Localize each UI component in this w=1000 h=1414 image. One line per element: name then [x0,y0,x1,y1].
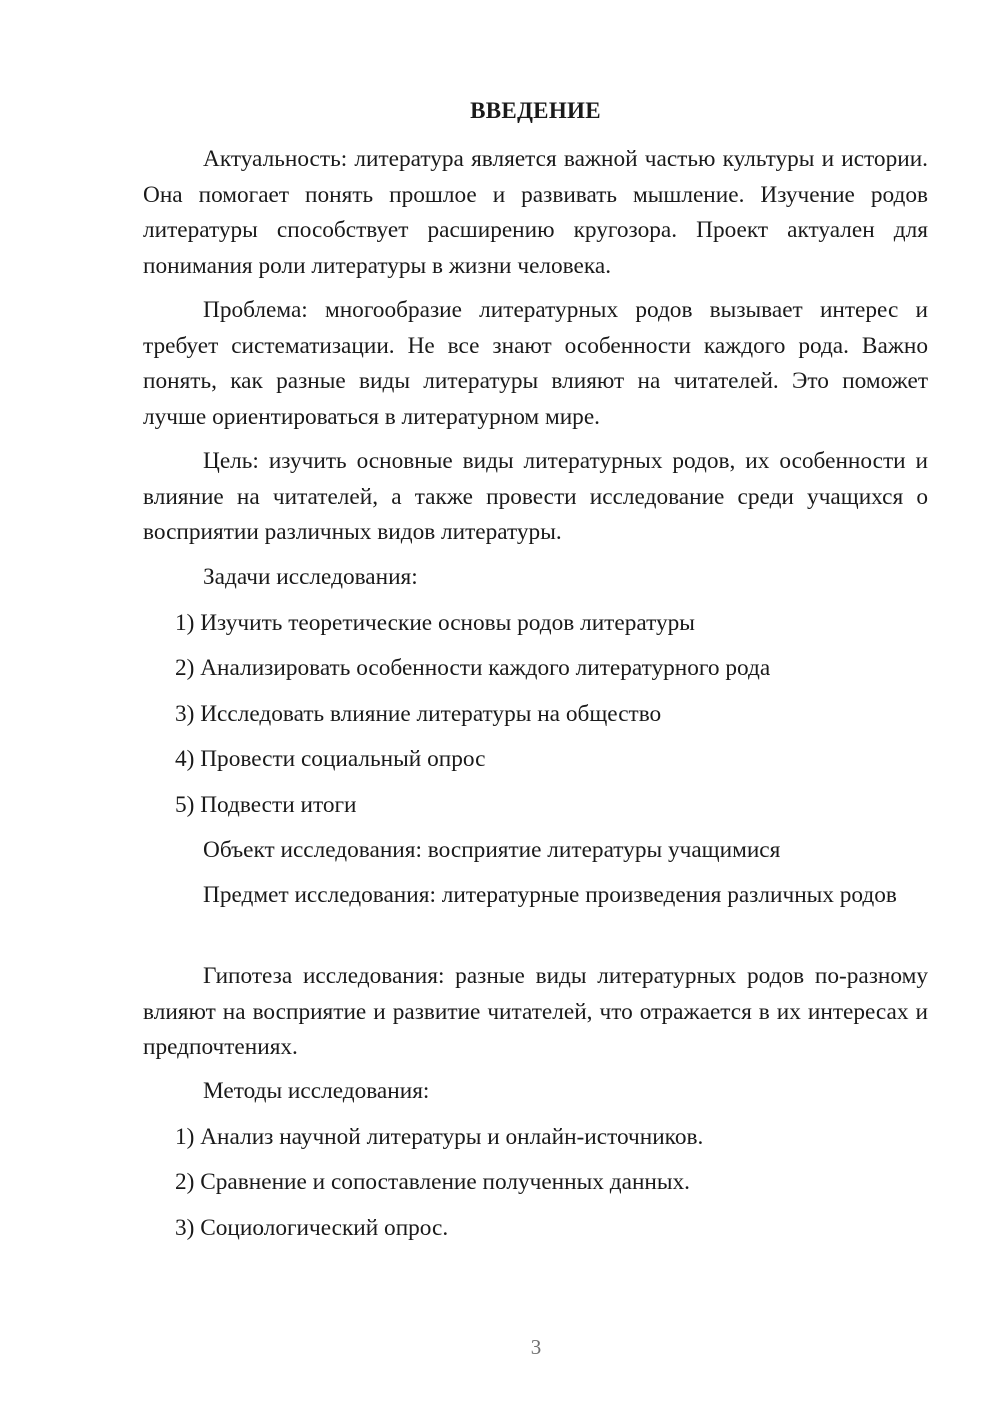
relevance-paragraph: Актуальность: литература является важной частью культуры и истории. Она помогает понять прошлое и развивать мышление. Изучение родов литературы способствует расширению кругозора. Проект актуален для понимания роли литературы в жизни человека. [143,146,928,279]
page-title: ВВЕДЕНИЕ [470,98,601,123]
goal-paragraph: Цель: изучить основные виды литературных родов, их особенности и влияние на читателей, а также провести исследование среди учащихся о восприятии различных видов литературы. [143,448,928,545]
methods-heading: Методы исследования: [203,1078,430,1104]
task-item: 5) Подвести итоги [175,792,357,818]
problem-paragraph: Проблема: многообразие литературных родов вызывает интерес и требует систематизации. Не все знают особенности каждого рода. Важно понять, как разные виды литературы влияют на читателей. Это поможет лучше ориентироваться в литературном мире. [143,297,928,430]
object-line: Объект исследования: восприятие литературы учащимися [203,837,781,863]
page-number: 3 [530,1335,542,1359]
task-item: 1) Изучить теоретические основы родов литературы [175,610,695,636]
task-item: 3) Исследовать влияние литературы на общество [175,701,662,727]
hypothesis-paragraph: Гипотеза исследования: разные виды литературных родов по-разному влияют на восприятие и развитие читателей, что отражается в их интересах и предпочтениях. [143,963,928,1060]
method-item: 1) Анализ научной литературы и онлайн-источников. [175,1124,704,1150]
tasks-heading: Задачи исследования: [203,564,418,590]
subject-paragraph: Предмет исследования: литературные произведения различных родов [203,882,897,908]
method-item: 2) Сравнение и сопоставление полученных данных. [175,1169,690,1195]
method-item: 3) Социологический опрос. [175,1215,449,1241]
task-item: 4) Провести социальный опрос [175,746,486,772]
task-item: 2) Анализировать особенности каждого литературного рода [175,655,771,681]
